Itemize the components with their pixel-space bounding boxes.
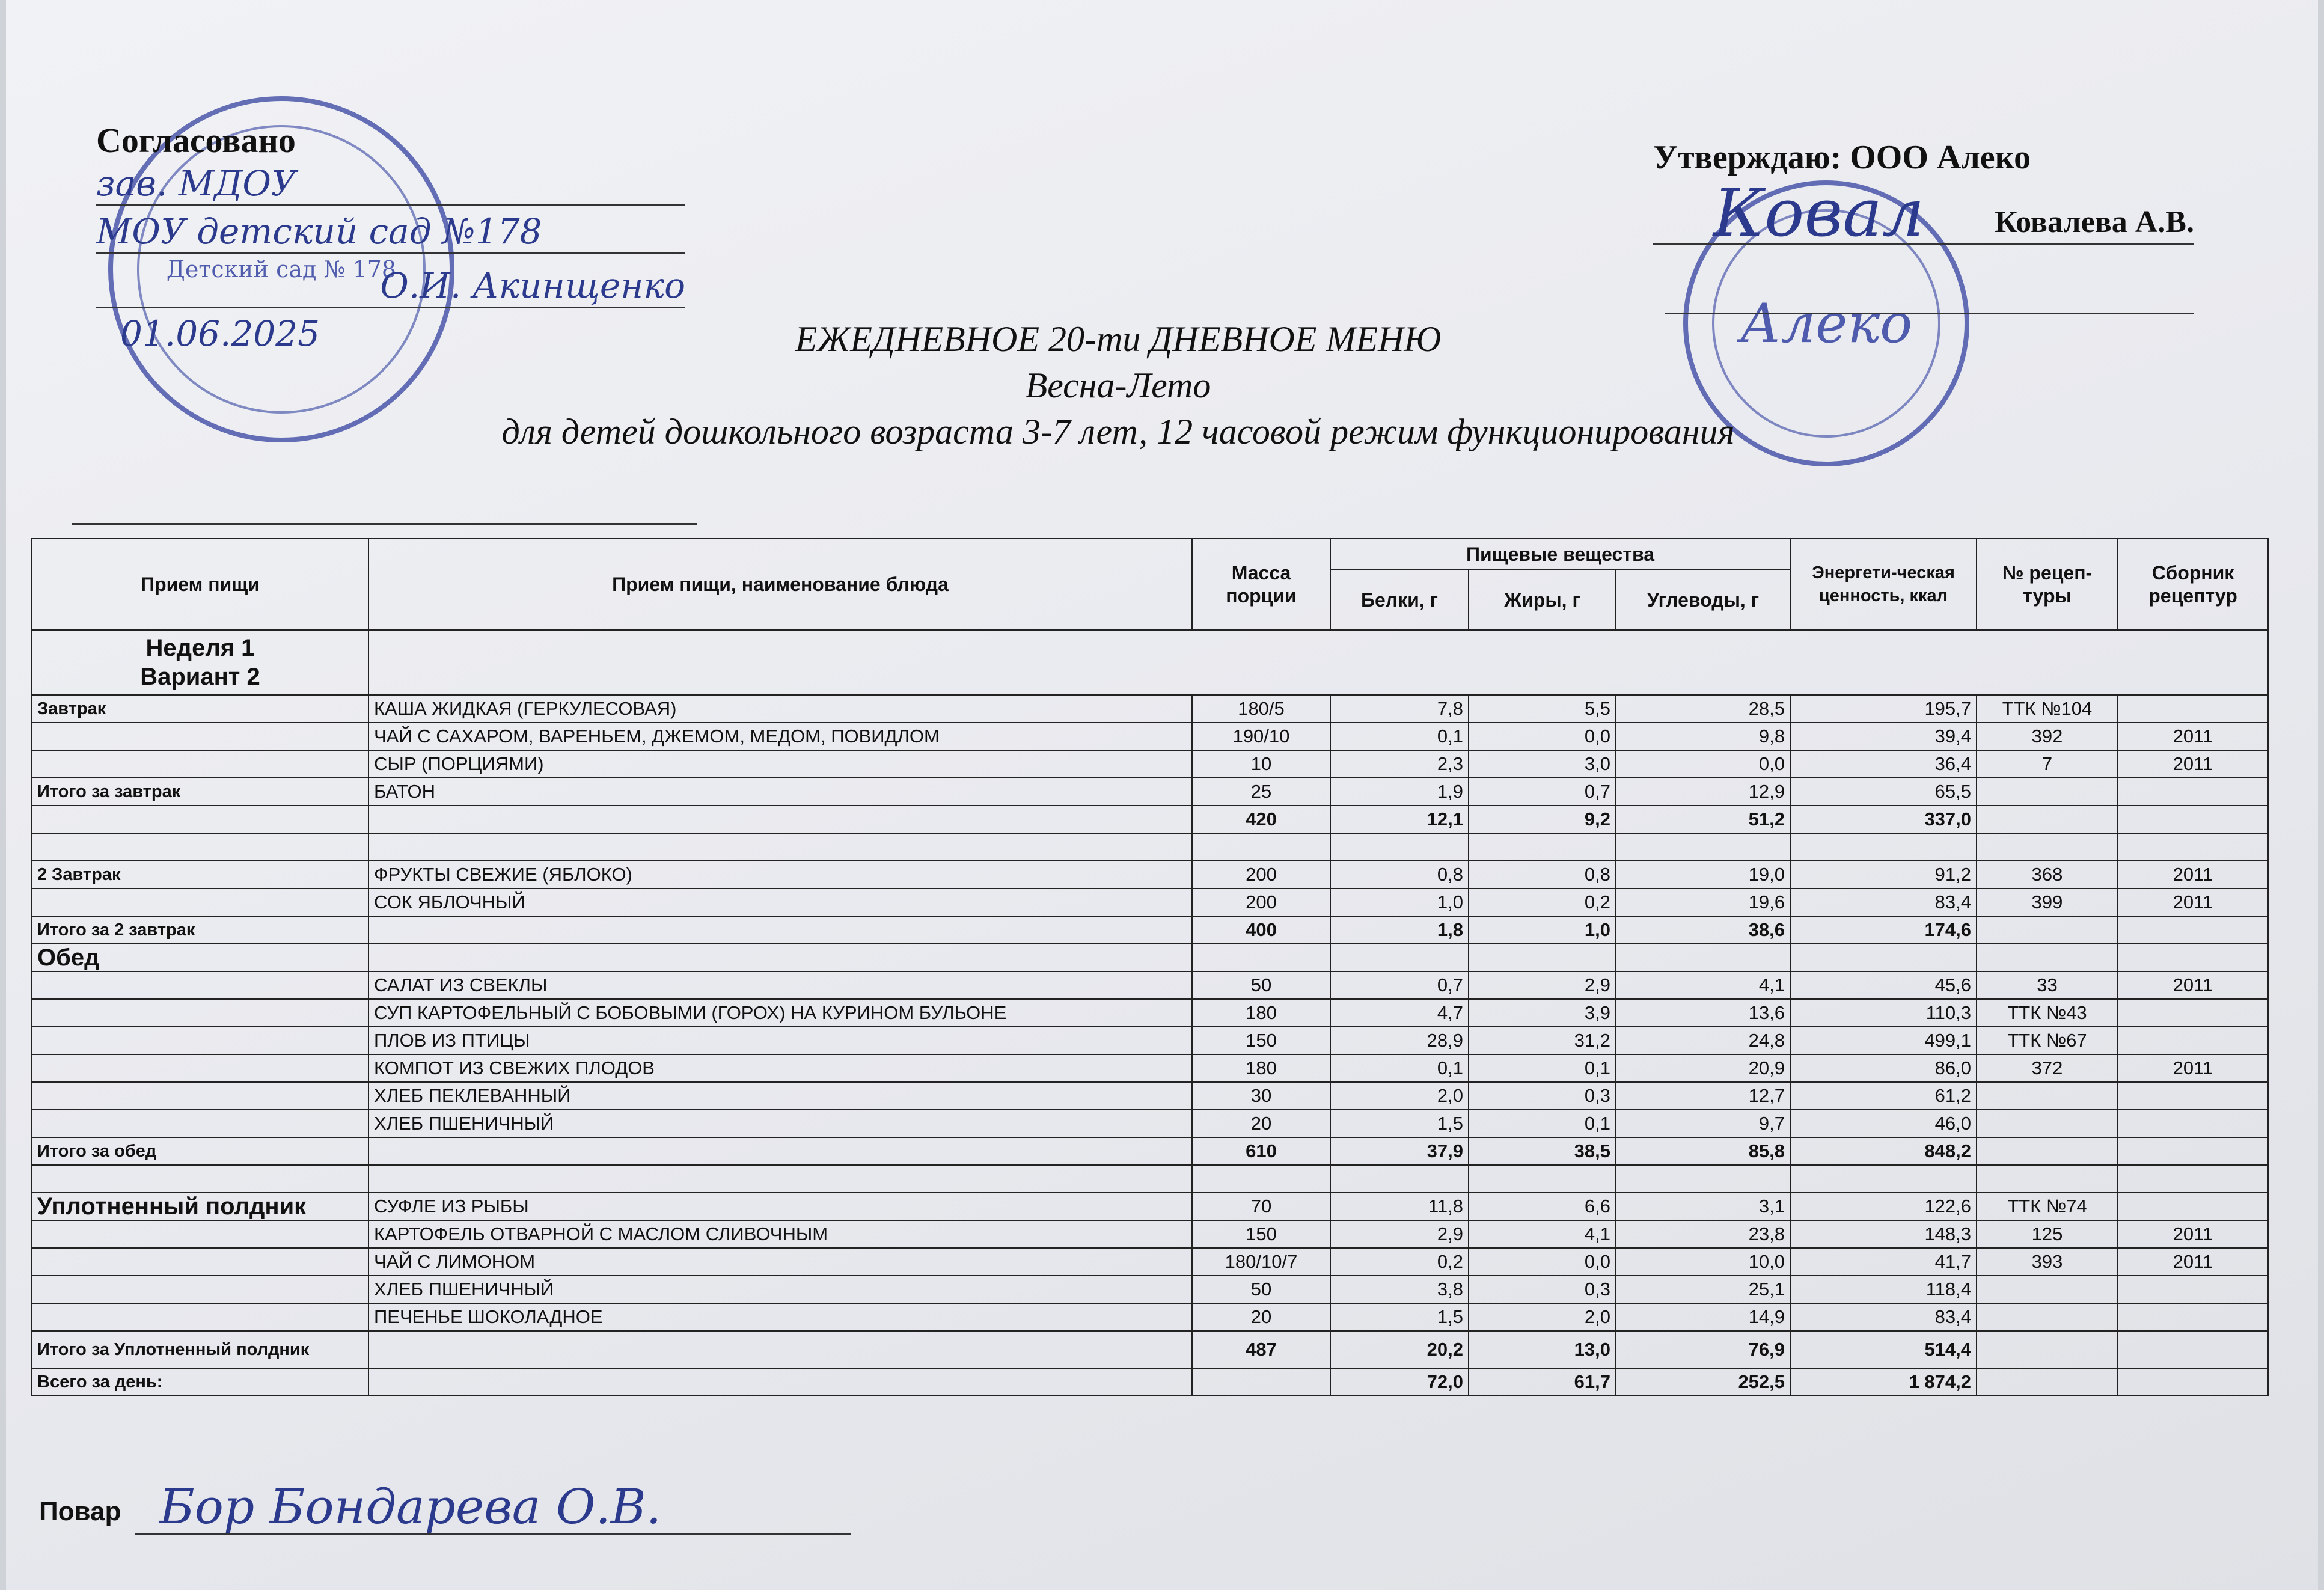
cell-col (2118, 1137, 2268, 1165)
table-row (32, 861, 2268, 888)
week-row-filler (368, 630, 2268, 695)
cell-dish: ХЛЕБ ПШЕНИЧНЫЙ (368, 1276, 1192, 1303)
table-row (32, 833, 2268, 861)
cell-mass: 30 (1192, 1082, 1330, 1110)
cell-dish: ПЕЧЕНЬЕ ШОКОЛАДНОЕ (368, 1303, 1192, 1331)
cell-e: 65,5 (1790, 778, 1977, 806)
menu-season: Весна-Лето (1025, 365, 1211, 405)
cell-mass: 25 (1192, 778, 1330, 806)
cell-f: 38,5 (1469, 1137, 1616, 1165)
cell-p: 4,7 (1330, 999, 1469, 1027)
cell-f (1469, 833, 1616, 861)
cell-dish (368, 806, 1192, 833)
agreed-title: Согласовано (96, 121, 296, 160)
cell-mass (1192, 944, 1330, 971)
meal-label-cell (32, 1110, 368, 1137)
table-row (32, 944, 2268, 971)
cell-mass: 10 (1192, 750, 1330, 778)
cell-col (2118, 1165, 2268, 1193)
meal-label-cell (32, 999, 368, 1027)
cell-f: 6,6 (1469, 1193, 1616, 1220)
cell-rec: ТТК №43 (1977, 999, 2118, 1027)
meal-label-cell: Обед (32, 944, 368, 971)
cell-p: 1,5 (1330, 1303, 1469, 1331)
cell-p: 1,5 (1330, 1110, 1469, 1137)
cell-mass (1192, 1165, 1330, 1193)
cell-rec: ТТК №104 (1977, 695, 2118, 723)
cell-mass: 610 (1192, 1137, 1330, 1165)
menu-subtitle: для детей дошкольного возраста 3-7 лет, 12 часовой режим функционирования (501, 412, 1735, 451)
cell-dish: КОМПОТ ИЗ СВЕЖИХ ПЛОДОВ (368, 1054, 1192, 1082)
cell-f (1469, 944, 1616, 971)
header-carbs: Углеводы, г (1616, 570, 1790, 630)
cell-rec (1977, 1303, 2118, 1331)
cell-mass: 50 (1192, 971, 1330, 999)
cell-dish (368, 1331, 1192, 1368)
meal-label-cell (32, 971, 368, 999)
cell-c: 12,9 (1616, 778, 1790, 806)
meal-label-cell: Завтрак (32, 695, 368, 723)
cell-c: 28,5 (1616, 695, 1790, 723)
cell-c (1616, 1165, 1790, 1193)
header-energy: Энергети-ческая ценность, ккал (1790, 539, 1977, 630)
cell-col (2118, 999, 2268, 1027)
cell-e: 46,0 (1790, 1110, 1977, 1137)
cell-dish: ЧАЙ С ЛИМОНОМ (368, 1248, 1192, 1276)
cell-c: 19,6 (1616, 888, 1790, 916)
table-row (32, 1248, 2268, 1276)
cell-rec (1977, 1276, 2118, 1303)
cell-e: 1 874,2 (1790, 1368, 1977, 1396)
cell-mass: 20 (1192, 1303, 1330, 1331)
header-fat: Жиры, г (1469, 570, 1616, 630)
cell-f: 2,0 (1469, 1303, 1616, 1331)
cell-e: 91,2 (1790, 861, 1977, 888)
approve-underline (1665, 313, 2194, 314)
meal-label-cell: Итого за завтрак (32, 778, 368, 806)
cell-rec (1977, 916, 2118, 944)
cell-rec: 368 (1977, 861, 2118, 888)
meal-label-cell: 2 Завтрак (32, 861, 368, 888)
document-sheet (6, 0, 2318, 1590)
cell-rec (1977, 1082, 2118, 1110)
cell-c: 0,0 (1616, 750, 1790, 778)
cell-f: 0,3 (1469, 1082, 1616, 1110)
menu-titles (367, 319, 1870, 453)
meal-label-cell (32, 806, 368, 833)
cell-mass: 400 (1192, 916, 1330, 944)
cell-dish: ПЛОВ ИЗ ПТИЦЫ (368, 1027, 1192, 1054)
cell-e: 514,4 (1790, 1331, 1977, 1368)
cell-f: 4,1 (1469, 1220, 1616, 1248)
cell-mass: 180/5 (1192, 695, 1330, 723)
cell-c (1616, 833, 1790, 861)
cell-mass: 420 (1192, 806, 1330, 833)
table-row (32, 695, 2268, 723)
cell-dish (368, 944, 1192, 971)
cell-rec: 392 (1977, 723, 2118, 750)
cell-e: 337,0 (1790, 806, 1977, 833)
cell-e: 83,4 (1790, 1303, 1977, 1331)
cell-p: 0,8 (1330, 861, 1469, 888)
cell-p (1330, 833, 1469, 861)
table-row (32, 723, 2268, 750)
cell-c: 12,7 (1616, 1082, 1790, 1110)
meal-label-cell (32, 888, 368, 916)
cell-f: 0,7 (1469, 778, 1616, 806)
cell-col (2118, 695, 2268, 723)
cell-dish: САЛАТ ИЗ СВЕКЛЫ (368, 971, 1192, 999)
cell-c: 14,9 (1616, 1303, 1790, 1331)
cell-col (2118, 778, 2268, 806)
table-row (32, 1303, 2268, 1331)
cell-c: 23,8 (1616, 1220, 1790, 1248)
cell-col (2118, 1276, 2268, 1303)
cell-c: 25,1 (1616, 1276, 1790, 1303)
table-row (32, 806, 2268, 833)
cell-p (1330, 944, 1469, 971)
agreed-position-line: зав. МДОУ (96, 162, 685, 206)
cell-e: 174,6 (1790, 916, 1977, 944)
approve-block (1653, 138, 2278, 239)
cell-e (1790, 944, 1977, 971)
cell-col (2118, 833, 2268, 861)
cell-dish: ХЛЕБ ПЕКЛЕВАННЫЙ (368, 1082, 1192, 1110)
meal-label-cell (32, 723, 368, 750)
meal-label-cell: Итого за Уплотненный полдник (32, 1331, 368, 1368)
cell-c: 38,6 (1616, 916, 1790, 944)
cell-col: 2011 (2118, 888, 2268, 916)
week-cell (32, 630, 368, 695)
cell-e: 86,0 (1790, 1054, 1977, 1082)
cell-c: 10,0 (1616, 1248, 1790, 1276)
cell-rec (1977, 1165, 2118, 1193)
cell-p: 1,0 (1330, 888, 1469, 916)
cell-col (2118, 1303, 2268, 1331)
cell-e: 61,2 (1790, 1082, 1977, 1110)
cell-col: 2011 (2118, 971, 2268, 999)
cell-p: 2,9 (1330, 1220, 1469, 1248)
table-row (32, 750, 2268, 778)
cell-e: 118,4 (1790, 1276, 1977, 1303)
cell-p: 20,2 (1330, 1331, 1469, 1368)
approve-name: Ковалева А.В. (1653, 204, 2194, 245)
cell-mass: 50 (1192, 1276, 1330, 1303)
cell-col (2118, 1110, 2268, 1137)
cell-dish: БАТОН (368, 778, 1192, 806)
seal-right-text: Алеко (1740, 292, 1913, 355)
cell-rec: 7 (1977, 750, 2118, 778)
meal-label-cell (32, 1082, 368, 1110)
cell-c: 19,0 (1616, 861, 1790, 888)
cell-mass: 200 (1192, 888, 1330, 916)
cell-c: 4,1 (1616, 971, 1790, 999)
cell-f: 9,2 (1469, 806, 1616, 833)
cell-dish: СЫР (ПОРЦИЯМИ) (368, 750, 1192, 778)
table-row (32, 1110, 2268, 1137)
week-label: Неделя 1 (145, 635, 255, 661)
cell-e: 195,7 (1790, 695, 1977, 723)
cook-label: Повар (39, 1497, 121, 1526)
cell-e: 36,4 (1790, 750, 1977, 778)
cell-col: 2011 (2118, 750, 2268, 778)
cell-e: 110,3 (1790, 999, 1977, 1027)
cell-e: 41,7 (1790, 1248, 1977, 1276)
cell-col: 2011 (2118, 1054, 2268, 1082)
table-row (32, 1193, 2268, 1220)
cell-f: 1,0 (1469, 916, 1616, 944)
cell-dish: СУП КАРТОФЕЛЬНЫЙ С БОБОВЫМИ (ГОРОХ) НА КУРИНОМ БУЛЬОНЕ (368, 999, 1192, 1027)
cook-signature: Бор Бондарева О.В. (159, 1479, 662, 1535)
cell-mass: 487 (1192, 1331, 1330, 1368)
cell-rec: 33 (1977, 971, 2118, 999)
cell-f (1469, 1165, 1616, 1193)
table-row (32, 971, 2268, 999)
meal-label-cell (32, 833, 368, 861)
cell-p: 3,8 (1330, 1276, 1469, 1303)
menu-title: ЕЖЕДНЕВНОЕ 20-ти ДНЕВНОЕ МЕНЮ (795, 319, 1442, 359)
cell-dish (368, 1368, 1192, 1396)
seal-left-text: Детский сад № 178 (166, 256, 397, 283)
header-mass: Масса порции (1192, 539, 1330, 630)
cell-rec (1977, 944, 2118, 971)
cell-e (1790, 1165, 1977, 1193)
cell-f: 5,5 (1469, 695, 1616, 723)
cell-f: 0,0 (1469, 1248, 1616, 1276)
table-row (32, 999, 2268, 1027)
header-meal: Прием пищи (32, 539, 368, 630)
cell-c: 51,2 (1616, 806, 1790, 833)
meal-label-cell: Всего за день: (32, 1368, 368, 1396)
cell-mass: 190/10 (1192, 723, 1330, 750)
approve-signature: Ковал (1713, 174, 1925, 251)
meal-label-cell (32, 1248, 368, 1276)
cell-e: 39,4 (1790, 723, 1977, 750)
cell-dish: КАША ЖИДКАЯ (ГЕРКУЛЕСОВАЯ) (368, 695, 1192, 723)
meal-label-cell (32, 1054, 368, 1082)
meal-label-cell (32, 1276, 368, 1303)
cell-p (1330, 1165, 1469, 1193)
cell-dish: СУФЛЕ ИЗ РЫБЫ (368, 1193, 1192, 1220)
cell-rec: ТТК №74 (1977, 1193, 2118, 1220)
menu-table (31, 538, 2269, 1396)
cell-f: 0,3 (1469, 1276, 1616, 1303)
cell-col (2118, 1331, 2268, 1368)
cell-p: 1,9 (1330, 778, 1469, 806)
cell-dish: ХЛЕБ ПШЕНИЧНЫЙ (368, 1110, 1192, 1137)
cell-mass (1192, 833, 1330, 861)
agreed-date: 01.06.2025 (120, 313, 320, 354)
cell-mass: 70 (1192, 1193, 1330, 1220)
cell-rec (1977, 833, 2118, 861)
cell-col (2118, 944, 2268, 971)
cell-mass: 200 (1192, 861, 1330, 888)
cell-c (1616, 944, 1790, 971)
table-row (32, 778, 2268, 806)
cell-rec: 393 (1977, 1248, 2118, 1276)
table-row (32, 1165, 2268, 1193)
cell-col (2118, 1368, 2268, 1396)
cell-col: 2011 (2118, 723, 2268, 750)
agreed-block (96, 120, 697, 354)
cell-c: 252,5 (1616, 1368, 1790, 1396)
cook-footer (39, 1479, 881, 1539)
cell-f: 61,7 (1469, 1368, 1616, 1396)
cell-col: 2011 (2118, 1248, 2268, 1276)
cell-c: 3,1 (1616, 1193, 1790, 1220)
cell-rec (1977, 778, 2118, 806)
cell-p: 2,3 (1330, 750, 1469, 778)
cell-rec (1977, 1331, 2118, 1368)
cell-c: 24,8 (1616, 1027, 1790, 1054)
table-row (32, 916, 2268, 944)
cell-mass: 180/10/7 (1192, 1248, 1330, 1276)
cell-rec (1977, 1368, 2118, 1396)
cell-e: 499,1 (1790, 1027, 1977, 1054)
header-recipe: № рецеп-туры (1977, 539, 2118, 630)
cell-col (2118, 1193, 2268, 1220)
table-row (32, 888, 2268, 916)
cell-col (2118, 916, 2268, 944)
cell-dish: ЧАЙ С САХАРОМ, ВАРЕНЬЕМ, ДЖЕМОМ, МЕДОМ, ПОВИДЛОМ (368, 723, 1192, 750)
cell-rec: 399 (1977, 888, 2118, 916)
cell-f: 0,1 (1469, 1110, 1616, 1137)
variant-label: Вариант 2 (140, 664, 260, 690)
cell-c: 9,7 (1616, 1110, 1790, 1137)
cell-f: 0,0 (1469, 723, 1616, 750)
cell-p: 0,1 (1330, 723, 1469, 750)
menu-table-body (32, 630, 2268, 1396)
cell-dish: ФРУКТЫ СВЕЖИЕ (ЯБЛОКО) (368, 861, 1192, 888)
agreed-signature-line: О.И. Акинщенко (96, 264, 685, 308)
cell-col: 2011 (2118, 861, 2268, 888)
cell-f: 3,9 (1469, 999, 1616, 1027)
cell-dish (368, 916, 1192, 944)
cell-mass (1192, 1368, 1330, 1396)
cell-mass: 180 (1192, 999, 1330, 1027)
cell-p: 72,0 (1330, 1368, 1469, 1396)
cell-e: 45,6 (1790, 971, 1977, 999)
cell-e: 148,3 (1790, 1220, 1977, 1248)
header-nutrients: Пищевые вещества (1330, 539, 1790, 570)
meal-label-cell (32, 1027, 368, 1054)
table-row (32, 1082, 2268, 1110)
cell-p: 2,0 (1330, 1082, 1469, 1110)
cell-p: 28,9 (1330, 1027, 1469, 1054)
table-row (32, 1276, 2268, 1303)
cell-p: 37,9 (1330, 1137, 1469, 1165)
cell-dish: СОК ЯБЛОЧНЫЙ (368, 888, 1192, 916)
cell-p: 0,1 (1330, 1054, 1469, 1082)
cell-mass: 180 (1192, 1054, 1330, 1082)
header-collection: Сборник рецептур (2118, 539, 2268, 630)
cell-dish (368, 833, 1192, 861)
cell-rec (1977, 1137, 2118, 1165)
cell-p: 7,8 (1330, 695, 1469, 723)
approve-title: Утверждаю: ООО Алеко (1653, 139, 2031, 176)
cell-col: 2011 (2118, 1220, 2268, 1248)
cell-c: 9,8 (1616, 723, 1790, 750)
meal-label-cell: Итого за обед (32, 1137, 368, 1165)
meal-label-cell (32, 1220, 368, 1248)
table-row (32, 1220, 2268, 1248)
cell-dish (368, 1137, 1192, 1165)
cell-f: 0,8 (1469, 861, 1616, 888)
cell-dish: КАРТОФЕЛЬ ОТВАРНОЙ С МАСЛОМ СЛИВОЧНЫМ (368, 1220, 1192, 1248)
header-dish: Прием пищи, наименование блюда (368, 539, 1192, 630)
header-protein: Белки, г (1330, 570, 1469, 630)
title-underline (72, 523, 697, 525)
agreed-organization-line: МОУ детский сад №178 (96, 210, 685, 254)
cell-c: 13,6 (1616, 999, 1790, 1027)
cell-mass: 150 (1192, 1220, 1330, 1248)
meal-label-cell (32, 750, 368, 778)
cell-mass: 150 (1192, 1027, 1330, 1054)
cell-col (2118, 1082, 2268, 1110)
cell-c: 85,8 (1616, 1137, 1790, 1165)
cell-p: 1,8 (1330, 916, 1469, 944)
cell-rec: 125 (1977, 1220, 2118, 1248)
cell-p: 0,7 (1330, 971, 1469, 999)
table-row (32, 1331, 2268, 1368)
meal-label-cell: Итого за 2 завтрак (32, 916, 368, 944)
cell-e (1790, 833, 1977, 861)
cell-f: 13,0 (1469, 1331, 1616, 1368)
cell-p: 0,2 (1330, 1248, 1469, 1276)
cell-f: 3,0 (1469, 750, 1616, 778)
cell-c: 20,9 (1616, 1054, 1790, 1082)
cell-p: 12,1 (1330, 806, 1469, 833)
cell-dish (368, 1165, 1192, 1193)
cell-f: 0,2 (1469, 888, 1616, 916)
cell-rec: ТТК №67 (1977, 1027, 2118, 1054)
cell-p: 11,8 (1330, 1193, 1469, 1220)
cell-mass: 20 (1192, 1110, 1330, 1137)
table-row (32, 1027, 2268, 1054)
table-row (32, 1137, 2268, 1165)
meal-label-cell (32, 1165, 368, 1193)
cell-f: 0,1 (1469, 1054, 1616, 1082)
cell-rec (1977, 1110, 2118, 1137)
cell-rec (1977, 806, 2118, 833)
cell-e: 83,4 (1790, 888, 1977, 916)
cell-col (2118, 806, 2268, 833)
cell-col (2118, 1027, 2268, 1054)
cell-e: 122,6 (1790, 1193, 1977, 1220)
cell-e: 848,2 (1790, 1137, 1977, 1165)
cell-c: 76,9 (1616, 1331, 1790, 1368)
meal-label-cell (32, 1303, 368, 1331)
table-row (32, 1368, 2268, 1396)
table-row (32, 1054, 2268, 1082)
meal-label-cell: Уплотненный полдник (32, 1193, 368, 1220)
cell-f: 31,2 (1469, 1027, 1616, 1054)
cell-f: 2,9 (1469, 971, 1616, 999)
cell-rec: 372 (1977, 1054, 2118, 1082)
